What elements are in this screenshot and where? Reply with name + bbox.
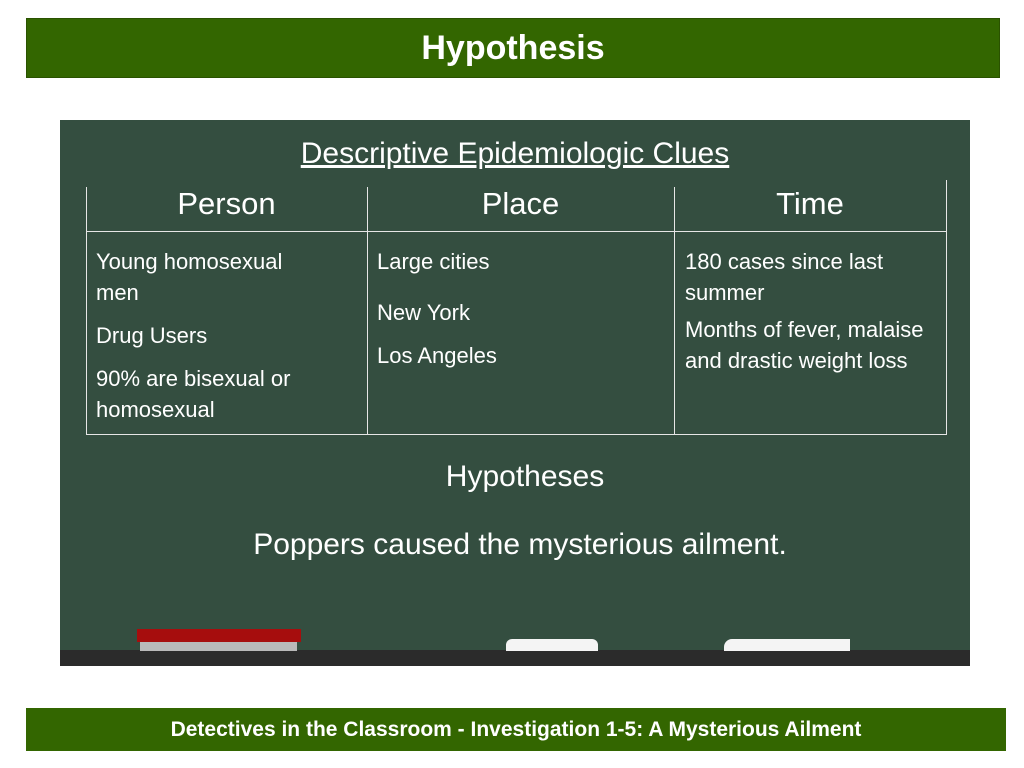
column-header-person: Person — [177, 186, 276, 221]
column-header-place: Place — [481, 186, 560, 221]
table-cell-person — [96, 246, 321, 437]
chalkboard-ledge — [60, 650, 970, 666]
table-divider — [86, 187, 87, 435]
hypothesis-statement: Poppers caused the mysterious ailment. — [253, 528, 787, 561]
chalk-piece-icon — [506, 639, 598, 651]
table-divider — [86, 231, 947, 232]
list-item: Months of fever, malaise and drastic weight loss — [685, 317, 924, 373]
hypotheses-heading: Hypotheses — [445, 460, 605, 493]
clues-heading: Descriptive Epidemiologic Clues — [300, 137, 730, 170]
eraser-base — [140, 642, 297, 651]
table-cell-place — [377, 246, 662, 383]
list-item: Large cities — [377, 249, 490, 274]
list-item: Los Angeles — [377, 343, 497, 368]
column-header-time: Time — [776, 186, 844, 221]
footer-bar — [26, 708, 1006, 751]
eraser-icon — [137, 629, 301, 642]
list-item: Young homosexual men — [96, 249, 283, 305]
table-divider — [674, 187, 675, 435]
table-cell-time — [685, 246, 935, 388]
list-item: New York — [377, 300, 470, 325]
table-divider — [367, 187, 368, 435]
slide-title-bar — [26, 18, 1000, 78]
chalk-piece-icon — [724, 639, 850, 651]
footer-text: Detectives in the Classroom - Investigation 1-5: A Mysterious Ailment — [170, 717, 862, 741]
table-divider — [946, 180, 947, 435]
list-item: 180 cases since last summer — [685, 249, 884, 305]
list-item: 90% are bisexual or homosexual — [96, 366, 291, 422]
slide-title: Hypothesis — [421, 28, 605, 67]
list-item: Drug Users — [96, 323, 208, 348]
